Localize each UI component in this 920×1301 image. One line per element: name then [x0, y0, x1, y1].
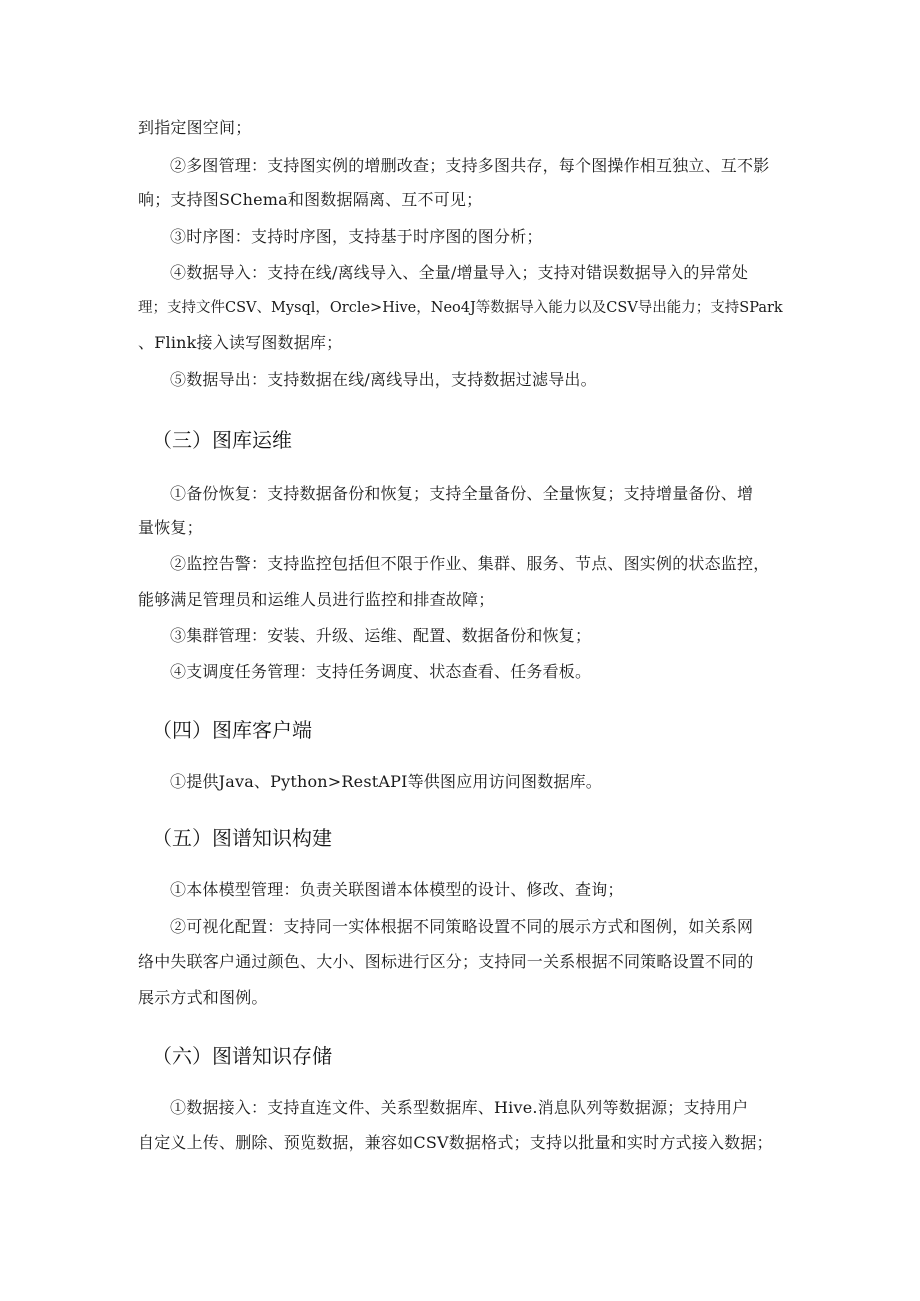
- paragraph-line: 自定义上传、删除、预览数据，兼容如CSV数据格式；支持以批量和实时方式接入数据；: [138, 1133, 773, 1152]
- paragraph-line: 能够满足管理员和运维人员进行监控和排查故障；: [138, 590, 495, 609]
- paragraph-line: ①提供Java、Python>RestAPI等供图应用访问图数据库。: [170, 772, 603, 791]
- paragraph-line: 理；支持文件CSV、Mysql，Orcle>Hive，Neo4J等数据导入能力以及CSV导出能力；支持SPark: [138, 300, 783, 316]
- section-heading: （三）图库运维: [152, 428, 292, 452]
- paragraph-line: ②监控告警：支持监控包括但不限于作业、集群、服务、节点、图实例的状态监控，: [170, 554, 770, 573]
- paragraph-line: ①本体模型管理：负责关联图谱本体模型的设计、修改、查询；: [170, 880, 624, 899]
- paragraph-line: ②多图管理：支持图实例的增删改查；支持多图共存，每个图操作相互独立、互不影: [170, 156, 770, 175]
- paragraph-line: 、Flink接入读写图数据库；: [138, 333, 343, 352]
- paragraph-line: ①备份恢复：支持数据备份和恢复；支持全量备份、全量恢复；支持增量备份、增: [170, 484, 754, 503]
- paragraph-line: 络中失联客户通过颜色、大小、图标进行区分；支持同一关系根据不同策略设置不同的: [138, 952, 754, 971]
- paragraph-line: ③集群管理：安装、升级、运维、配置、数据备份和恢复；: [170, 626, 592, 645]
- section-heading: （五）图谱知识构建: [152, 826, 332, 850]
- paragraph-line: ②可视化配置：支持同一实体根据不同策略设置不同的展示方式和图例，如关系网: [170, 917, 754, 936]
- paragraph-line: 展示方式和图例。: [138, 988, 268, 1007]
- section-heading: （四）图库客户端: [152, 718, 312, 742]
- paragraph-line: 到指定图空间；: [138, 118, 252, 137]
- paragraph-line: ⑤数据导出：支持数据在线/离线导出，支持数据过滤导出。: [170, 370, 597, 389]
- section-heading: （六）图谱知识存储: [152, 1044, 332, 1068]
- paragraph-line: ④数据导入：支持在线/离线导入、全量/增量导入；支持对错误数据导入的异常处: [170, 263, 749, 282]
- paragraph-line: ④支调度任务管理：支持任务调度、状态查看、任务看板。: [170, 662, 592, 681]
- paragraph-line: ③时序图：支持时序图，支持基于时序图的图分析；: [170, 227, 543, 246]
- paragraph-line: 量恢复；: [138, 518, 203, 537]
- paragraph-line: 响；支持图SChema和图数据隔离、互不可见；: [138, 190, 483, 209]
- paragraph-line: ①数据接入：支持直连文件、关系型数据库、Hive.消息队列等数据源；支持用户: [170, 1098, 749, 1117]
